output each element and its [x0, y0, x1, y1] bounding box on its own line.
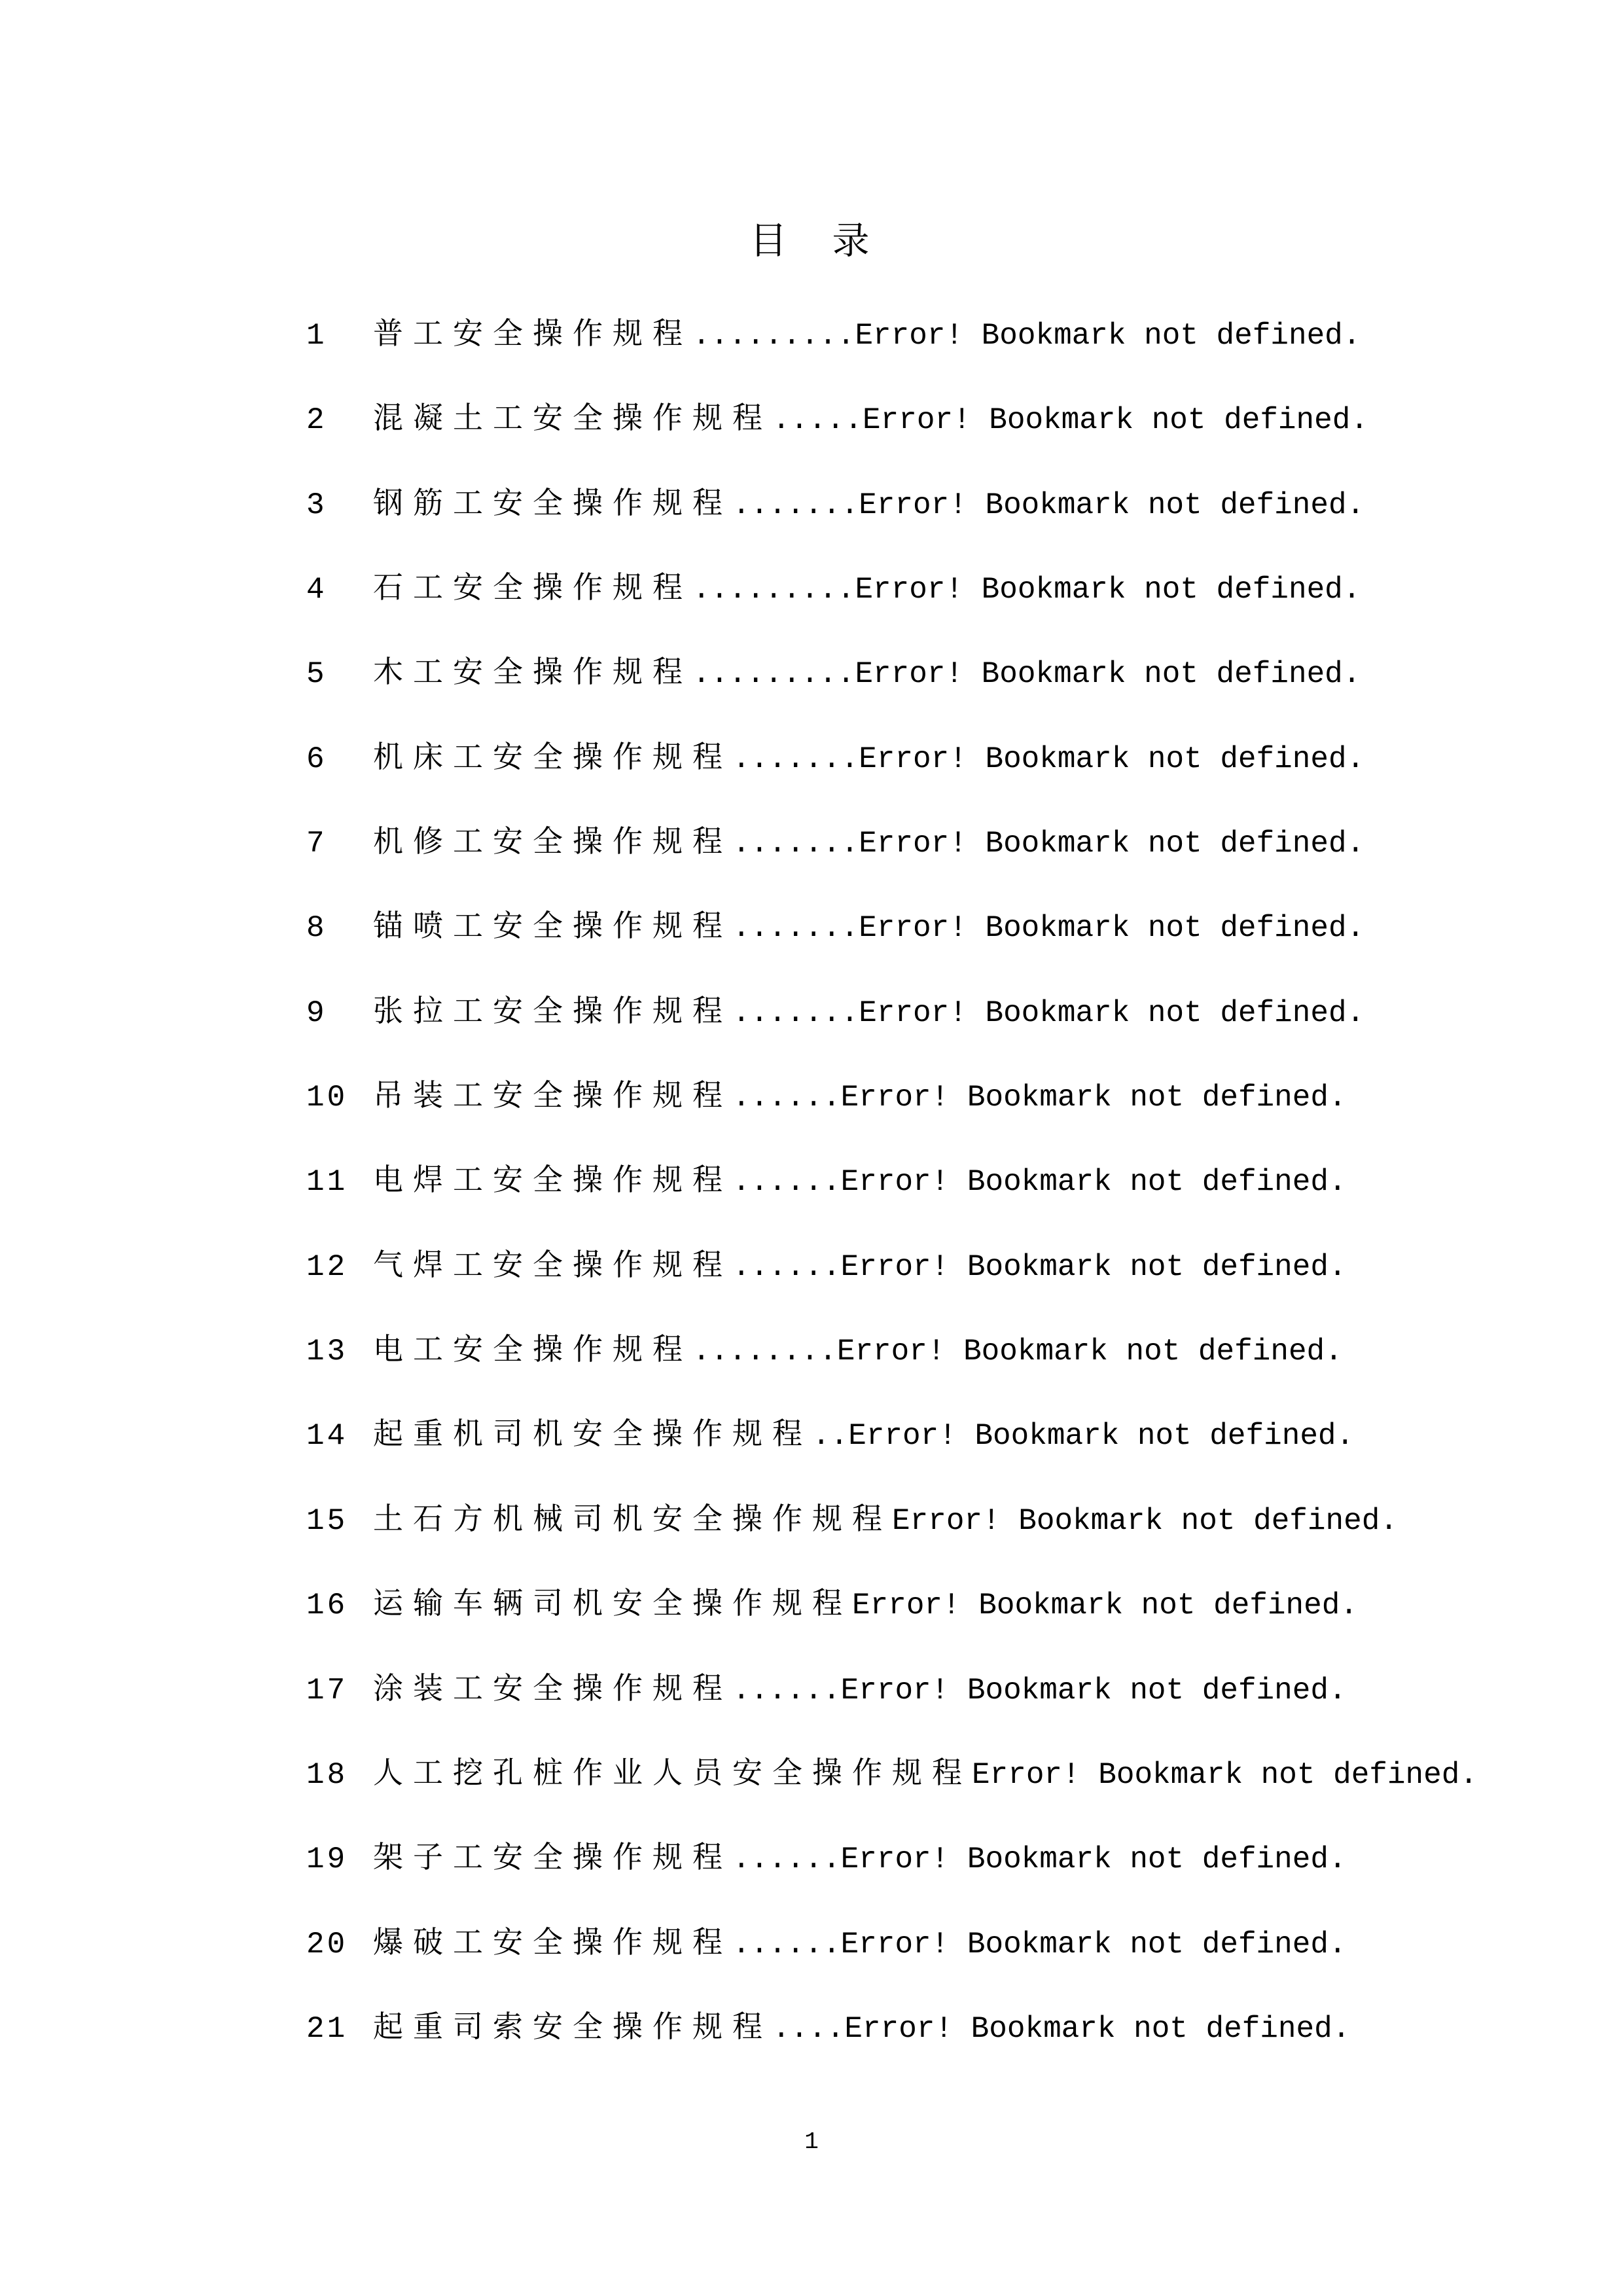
- toc-entry: [306, 1984, 1537, 2069]
- page-number: 1: [804, 2128, 819, 2155]
- toc-error-text: Error! Bookmark not defined.: [840, 1673, 1347, 1708]
- toc-error-text: Error! Bookmark not defined.: [840, 1842, 1347, 1877]
- toc-error-text: Error! Bookmark not defined.: [840, 1081, 1347, 1115]
- toc-entry: [306, 799, 1537, 884]
- toc-entry: [306, 291, 1537, 376]
- toc-entry: [306, 461, 1537, 545]
- toc-entry-title: 机床工安全操作规程: [373, 740, 732, 774]
- toc-entry-number: 10: [306, 1081, 348, 1115]
- toc-error-text: Error! Bookmark not defined.: [892, 1503, 1398, 1538]
- toc-entry-number: 18: [306, 1757, 348, 1792]
- toc-entry-title: 机修工安全操作规程: [373, 825, 732, 859]
- toc-entry-number: 16: [306, 1588, 348, 1623]
- toc-error-text: Error! Bookmark not defined.: [855, 657, 1361, 692]
- toc-entry-title: 起重机司机安全操作规程: [373, 1417, 812, 1451]
- toc-entry: [306, 545, 1537, 630]
- toc-entry-title: 锚喷工安全操作规程: [373, 909, 732, 943]
- toc-entry: [306, 1477, 1537, 1561]
- toc-entry-number: 6: [306, 742, 327, 776]
- toc-entry-number: 13: [306, 1335, 348, 1369]
- toc-error-text: Error! Bookmark not defined.: [836, 1335, 1343, 1369]
- toc-entry-title: 钢筋工安全操作规程: [373, 486, 732, 520]
- toc-entry-number: 4: [306, 573, 327, 607]
- toc-error-text: Error! Bookmark not defined.: [840, 1249, 1347, 1284]
- toc-entry: [306, 1391, 1537, 1476]
- toc-entry-title: 涂装工安全操作规程: [373, 1671, 732, 1705]
- toc-entry-number: 1: [306, 319, 327, 353]
- toc-error-text: Error! Bookmark not defined.: [852, 1588, 1358, 1623]
- toc-entry-number: 21: [306, 2011, 348, 2046]
- toc-entry: [306, 1053, 1537, 1138]
- toc-entry-title: 电焊工安全操作规程: [373, 1163, 732, 1197]
- toc-entry-number: 7: [306, 827, 327, 861]
- toc-entry: [306, 1561, 1537, 1645]
- toc-entry-number: 8: [306, 911, 327, 946]
- toc-entry: [306, 1223, 1537, 1307]
- toc-entry-number: 15: [306, 1503, 348, 1538]
- toc-entry-title: 运输车辆司机安全操作规程: [373, 1587, 852, 1621]
- toc-entry-title: 木工安全操作规程: [373, 655, 692, 689]
- toc-entry-number: 19: [306, 1842, 348, 1877]
- toc-error-text: Error! Bookmark not defined.: [972, 1757, 1478, 1792]
- toc-entry: [306, 376, 1537, 460]
- toc-error-text: Error! Bookmark not defined.: [859, 996, 1365, 1030]
- toc-entry-title: 普工安全操作规程: [373, 317, 692, 350]
- toc-leader-dots: ......: [732, 1249, 841, 1284]
- toc-entry-number: 20: [306, 1927, 348, 1962]
- toc-entry: [306, 1138, 1537, 1222]
- page-title: 目 录: [749, 221, 874, 262]
- toc-entry: [306, 969, 1537, 1053]
- toc-error-text: Error! Bookmark not defined.: [863, 403, 1368, 438]
- toc-leader-dots: .....: [772, 403, 863, 438]
- toc-entry: [306, 715, 1537, 799]
- toc-leader-dots: .........: [692, 657, 855, 692]
- toc-leader-dots: ........: [692, 1335, 837, 1369]
- toc-entry-title: 爆破工安全操作规程: [373, 1925, 732, 1959]
- toc-leader-dots: .......: [732, 911, 859, 946]
- toc-leader-dots: ......: [732, 1165, 841, 1200]
- toc-entry-title: 吊装工安全操作规程: [373, 1079, 732, 1113]
- toc-leader-dots: .......: [732, 996, 859, 1030]
- toc-error-text: Error! Bookmark not defined.: [840, 1165, 1347, 1200]
- toc-entry: [306, 1646, 1537, 1731]
- toc-leader-dots: .......: [732, 488, 859, 522]
- toc-error-text: Error! Bookmark not defined.: [859, 911, 1365, 946]
- toc-entry-title: 架子工安全操作规程: [373, 1840, 732, 1874]
- toc-error-text: Error! Bookmark not defined.: [859, 742, 1365, 776]
- toc-error-text: Error! Bookmark not defined.: [855, 319, 1361, 353]
- toc-entry-title: 人工挖孔桩作业人员安全操作规程: [373, 1755, 972, 1789]
- toc-leader-dots: .......: [732, 742, 859, 776]
- toc-error-text: Error! Bookmark not defined.: [840, 1927, 1347, 1962]
- toc-leader-dots: ......: [732, 1081, 841, 1115]
- toc-leader-dots: ......: [732, 1842, 841, 1877]
- toc-error-text: Error! Bookmark not defined.: [844, 2011, 1351, 2046]
- toc-entry-title: 起重司索安全操作规程: [373, 2009, 772, 2043]
- toc-leader-dots: ....: [772, 2011, 845, 2046]
- toc-entry: [306, 1731, 1537, 1815]
- toc-error-text: Error! Bookmark not defined.: [859, 488, 1365, 522]
- toc-leader-dots: ......: [732, 1673, 841, 1708]
- toc-entry-number: 17: [306, 1673, 348, 1708]
- toc-error-text: Error! Bookmark not defined.: [859, 827, 1365, 861]
- toc-entry: [306, 1815, 1537, 1899]
- toc-leader-dots: ......: [732, 1927, 841, 1962]
- toc-entry: [306, 630, 1537, 714]
- toc-leader-dots: .........: [692, 319, 855, 353]
- toc-entry: [306, 1307, 1537, 1391]
- toc-entry-title: 土石方机械司机安全操作规程: [373, 1501, 892, 1535]
- toc-entry-number: 11: [306, 1165, 348, 1200]
- toc-entry-title: 气焊工安全操作规程: [373, 1247, 732, 1282]
- toc-error-text: Error! Bookmark not defined.: [848, 1419, 1355, 1454]
- toc-entry: [306, 1900, 1537, 1984]
- toc-entry-number: 14: [306, 1419, 348, 1454]
- toc-entry-title: 石工安全操作规程: [373, 571, 692, 605]
- toc-error-text: Error! Bookmark not defined.: [855, 573, 1361, 607]
- toc-entry-title: 电工安全操作规程: [373, 1333, 692, 1367]
- toc-entry-number: 12: [306, 1249, 348, 1284]
- toc-leader-dots: .......: [732, 827, 859, 861]
- table-of-contents: [306, 291, 1537, 2069]
- toc-entry-title: 混凝土工安全操作规程: [373, 401, 772, 435]
- toc-leader-dots: .........: [692, 573, 855, 607]
- toc-entry-title: 张拉工安全操作规程: [373, 994, 732, 1028]
- toc-entry-number: 5: [306, 657, 327, 692]
- toc-leader-dots: ..: [812, 1419, 849, 1454]
- toc-entry-number: 2: [306, 403, 327, 438]
- toc-entry-number: 3: [306, 488, 327, 522]
- toc-entry-number: 9: [306, 996, 327, 1030]
- toc-entry: [306, 884, 1537, 968]
